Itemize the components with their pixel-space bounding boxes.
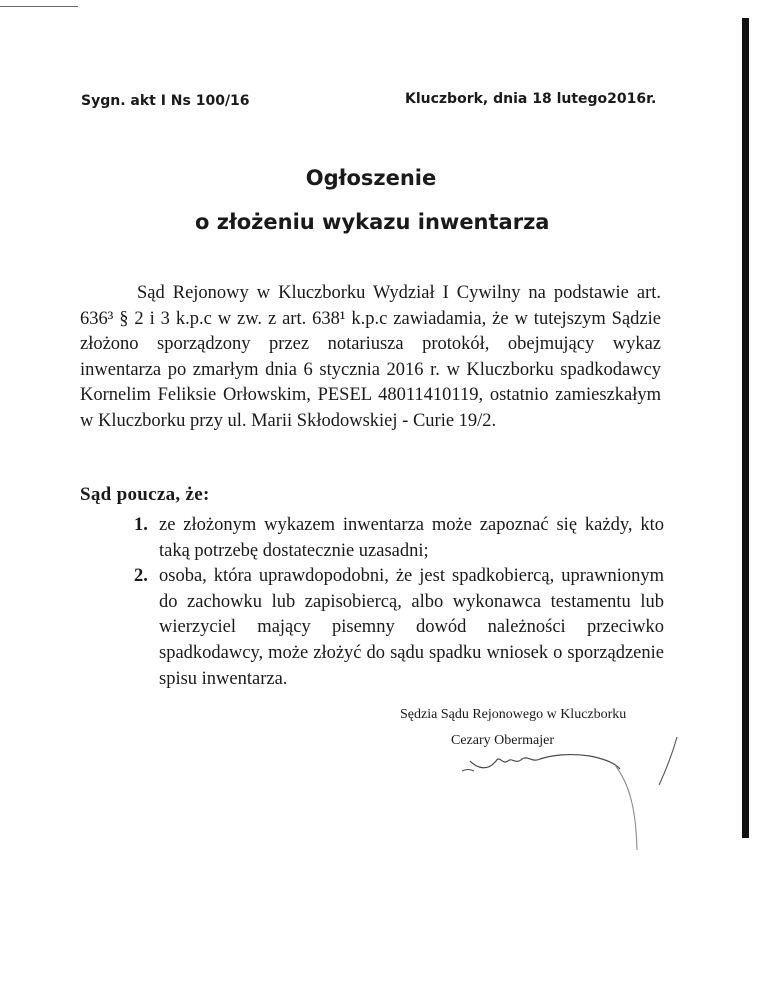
instruction-item <box>126 564 664 692</box>
instruction-text: osoba, która uprawdopodobni, że jest spadkobiercą, uprawnionym do zachowku lub zapisobiercą, albo wykonawca testamentu lub wierzyciel mający pisemny dowód należności przeciwko spadkodawcy, może złożyć do sądu spadku wniosek o sporządzenie spisu inwentarza. <box>159 566 664 689</box>
instructions-heading: Sąd poucza, że: <box>80 484 210 505</box>
place-date: Kluczbork, dnia 18 lutego2016r. <box>405 91 657 107</box>
instruction-item <box>126 513 664 564</box>
signatory-position: Sędzia Sądu Rejonowego w Kluczborku <box>400 707 627 722</box>
document-title: Ogłoszenie <box>305 166 437 190</box>
signatory-name: Cezary Obermajer <box>451 733 554 748</box>
announcement-body: Sąd Rejonowy w Kluczborku Wydział I Cywilny na podstawie art. 636³ § 2 i 3 k.p.c w zw. z art. 638¹ k.p.c zawiadamia, że w tutejszym Sądzie złożono sporządzony przez notariusza protokół, obejmujący wykaz inwentarza po zmarłym dnia 6 stycznia 2016 r. w Kluczborku spadkodawcy Kornelim Feliksie Orłowskim, PESEL 48011410119, ostatnio zamieszkałym w Kluczborku przy ul. Marii Skłodowskiej - Curie 19/2. <box>80 283 661 431</box>
instruction-text: ze złożonym wykazem inwentarza może zapoznać się każdy, kto taką potrzebę dostatecznie uzasadni; <box>159 515 664 561</box>
scan-edge-bar <box>742 18 749 838</box>
instruction-number: 2. <box>134 566 148 587</box>
document-subtitle: o złożeniu wykazu inwentarza <box>195 210 550 234</box>
handwritten-signature <box>440 725 740 875</box>
instructions-list <box>126 513 664 692</box>
instruction-number: 1. <box>134 515 148 535</box>
scan-edge-line <box>0 6 78 7</box>
case-signum: Sygn. akt I Ns 100/16 <box>81 93 250 109</box>
